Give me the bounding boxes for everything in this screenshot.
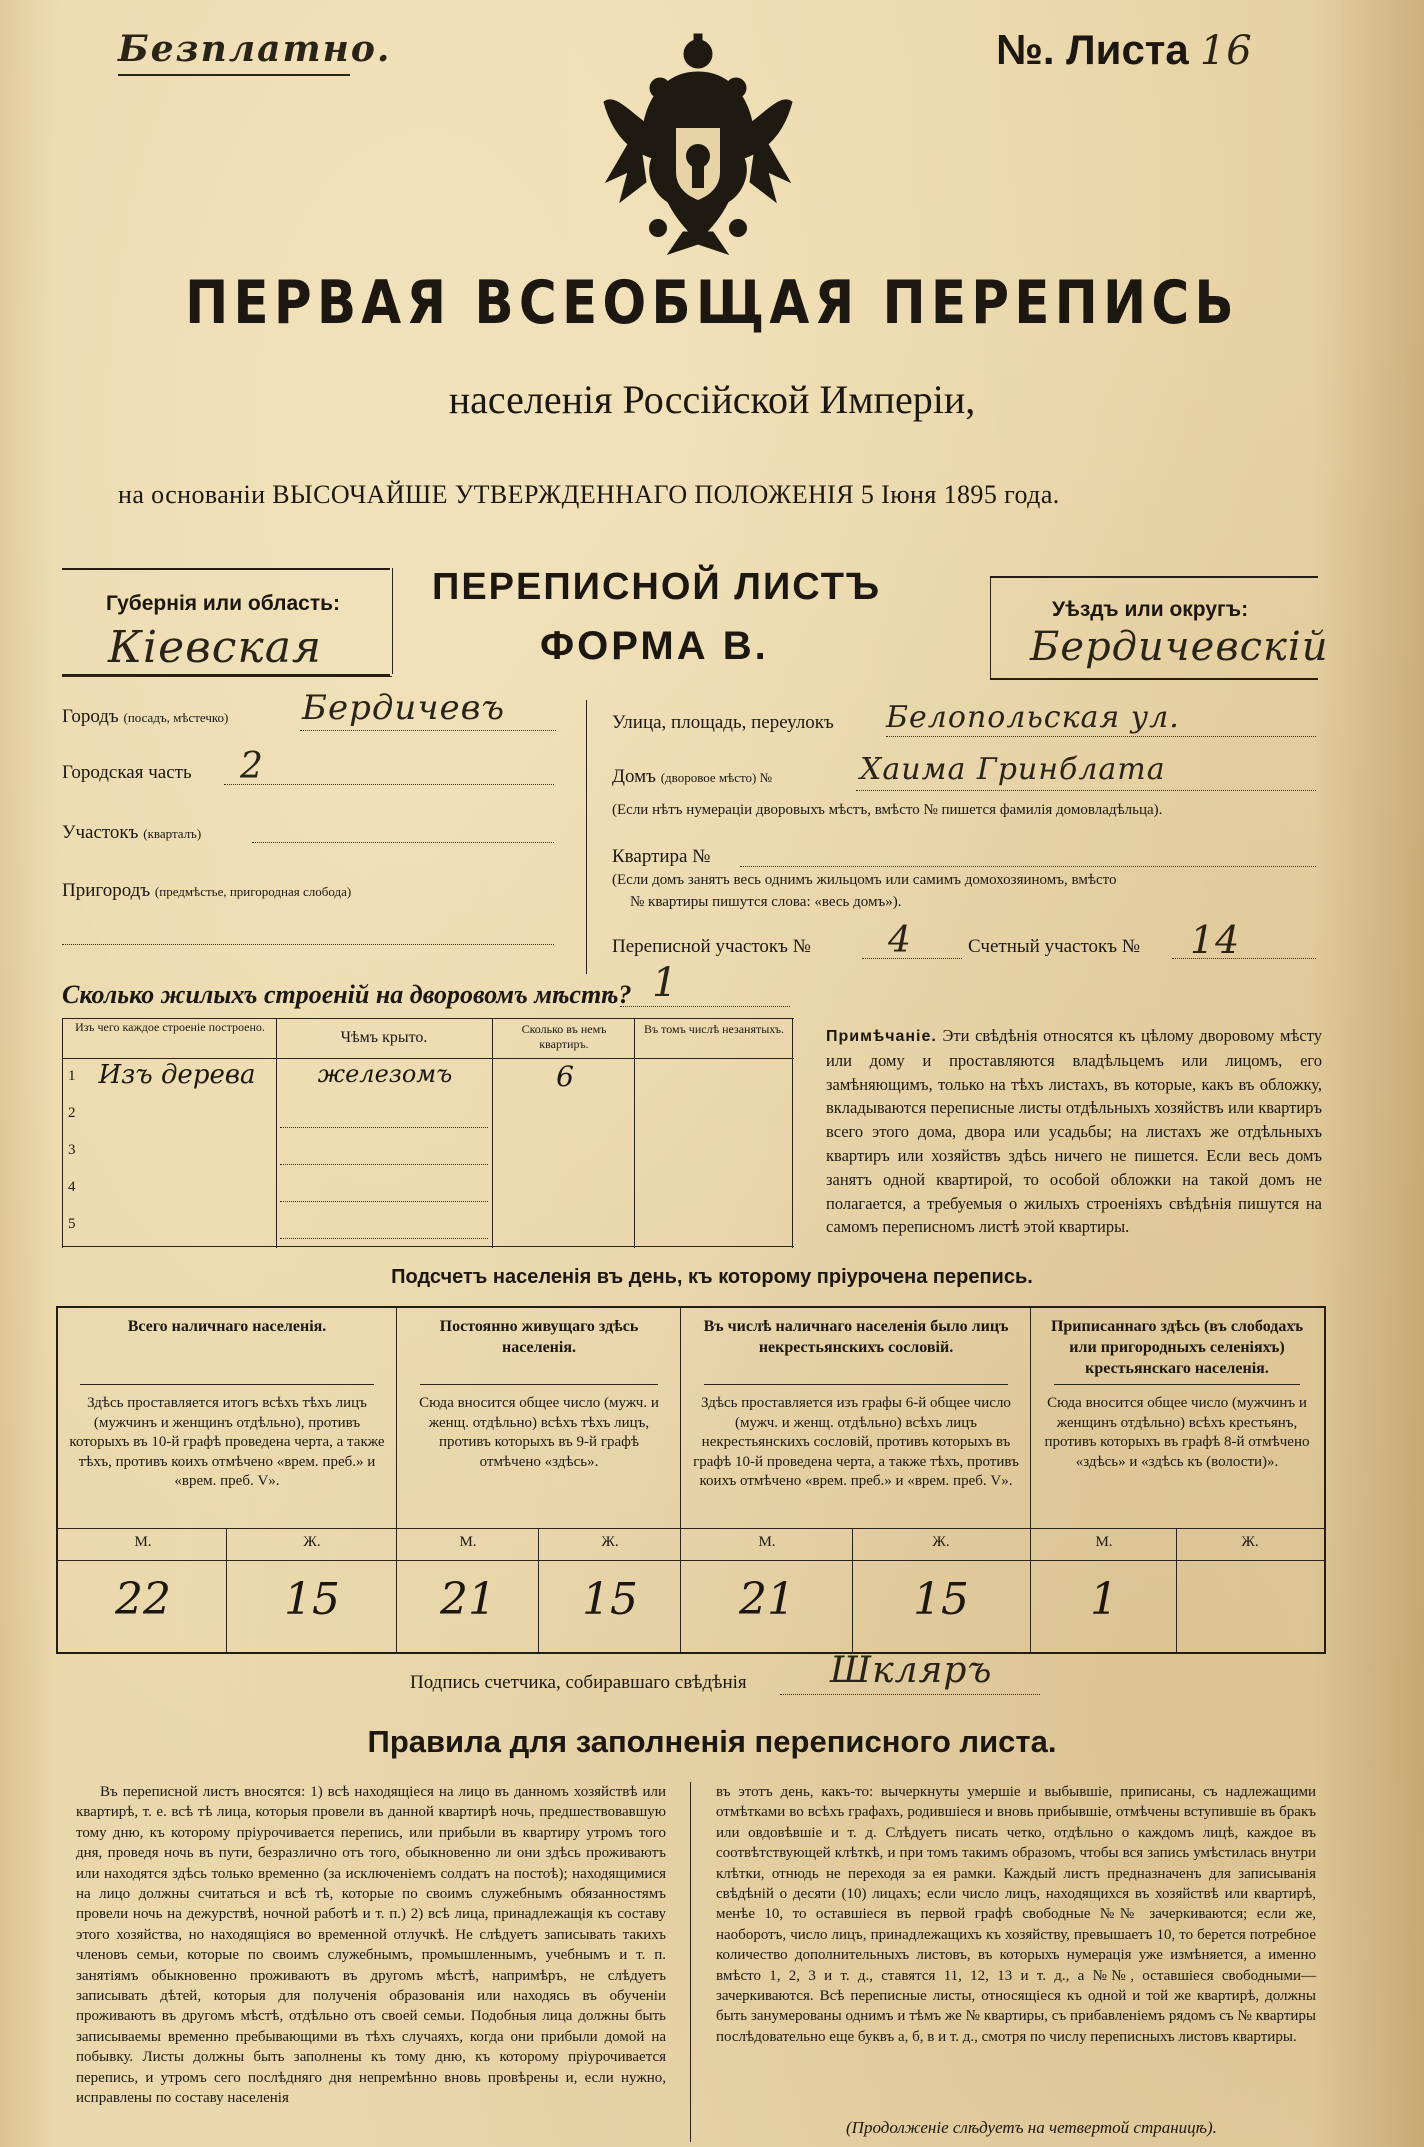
population-female-value: 15 [582, 1574, 638, 1625]
imperial-double-headed-eagle-icon [598, 32, 798, 257]
sheet-number-block [996, 26, 1253, 74]
sheet-number-label: №. Листа [996, 26, 1189, 73]
population-female-value: 15 [913, 1574, 969, 1625]
form-type: ФОРМА В. [540, 624, 769, 668]
city-value: Бердичевъ [302, 688, 506, 728]
buildings-col-vacant: Въ томъ числѣ незанятыхъ. [643, 1022, 785, 1036]
population-female-label: Ж. [1241, 1534, 1259, 1550]
street-value: Белопольская ул. [886, 700, 1180, 735]
building-row-apartments: 6 [556, 1060, 574, 1093]
population-female-label: Ж. [303, 1534, 321, 1550]
population-male-value: 22 [115, 1574, 171, 1625]
population-male-label: М. [1095, 1534, 1113, 1550]
free-label: Безплатно. [118, 28, 392, 70]
city-part-value: 2 [240, 746, 264, 787]
block-field [62, 822, 201, 844]
city-field [62, 706, 228, 728]
house-label: Домъ [612, 766, 656, 787]
buildings-col-roof: Чѣмъ крыто. [340, 1029, 428, 1046]
house-note: (Если нѣтъ нумераціи дворовыхъ мѣстъ, вмѣсто № пишется фамилія домовладѣльца). [612, 802, 1163, 818]
uezd-value: Бердичевскій [1030, 624, 1329, 670]
city-label: Городъ [62, 706, 119, 727]
apartment-note-2: № квартиры пишутся слова: «весь домъ»). [630, 894, 902, 910]
building-row-number: 5 [68, 1216, 76, 1232]
rules-continued: (Продолженіе слѣдуетъ на четвертой страницѣ). [846, 2118, 1217, 2137]
house-value: Хаима Гринблата [860, 752, 1166, 787]
population-female-label: Ж. [932, 1534, 950, 1550]
population-col-rule [704, 1384, 1008, 1385]
rules-title: Правила для заполненія переписного листа. [367, 1724, 1057, 1759]
signature-value: Шкляръ [830, 1650, 993, 1691]
census-area-value: 4 [888, 920, 912, 961]
building-row-rule [280, 1164, 488, 1165]
population-col-heading: Всего наличнаго населенія. [127, 1318, 327, 1335]
population-col-rule [1054, 1384, 1300, 1385]
count-area-value: 14 [1190, 918, 1241, 962]
rules-left-column: Въ переписной листъ вносятся: 1) всѣ находящіеся на лицо въ данномъ хозяйствѣ или квартирѣ, т. е. всѣ тѣ лица, которыя провели въ данной квартирѣ ночь, предшествовавшую тому дню, къ которому пріурочивается перепись, или прибыли въ квартиру утромъ того дня, проведя ночь въ пути, безразлично отъ того, обыкновенно ли они здѣсь проживаютъ или находятся здѣсь только временно (за исключеніемъ солдатъ на постоѣ); находящимися на лицо должны считаться и всѣ тѣ, которые по своимъ служебнымъ обязанностямъ провели ночь на дежурствѣ, ночной работѣ и т. п.) 2) всѣ лица, принадлежащія къ составу этого хозяйства, но находящіяся во временной отлучкѣ. Не слѣдуетъ записывать такихъ членовъ семьи, которые по своимъ служебнымъ, промышленнымъ, учебнымъ и т. п. занятіямъ обыкновенно проживаютъ въ другомъ мѣстѣ, напримѣръ, не слѣдуетъ записывать дѣтей, которыя для полученія образованія или находясь въ обученіи проживаютъ въ другомъ мѣстѣ, отдѣльно отъ своей семьи. Подобныя лица должны быть записываемы временно пребывающими въ тѣхъ случаяхъ, когда они прибыли домой на побывку. Листы должны быть заполнены къ тому дню, къ которому пріурочивается перепись, и утромъ сего послѣдняго дня непремѣнно вновь провѣрены и, если нужно, исправлены по составу населенія [76, 1784, 666, 2107]
city-part-label: Городская часть [62, 762, 192, 783]
building-row-number: 4 [68, 1179, 76, 1195]
gubernia-value: Кіевская [108, 622, 323, 673]
buildings-answer: 1 [652, 960, 679, 1006]
legal-basis: на основаніи ВЫСОЧАЙШЕ УТВЕРЖДЕННАГО ПОЛОЖЕНІЯ 5 Іюня 1895 года. [118, 480, 1060, 509]
population-male-label: М. [134, 1534, 152, 1550]
population-col-description: Здѣсь проставляется итогъ всѣхъ тѣхъ лицъ (мужчинъ и женщинъ отдѣльно), противъ которыхъ въ 10-й графѣ проведена черта, а также тѣхъ, противъ коихъ отмѣчено «врем. преб.» и «врем. преб. V». [69, 1395, 385, 1489]
population-col-rule [80, 1384, 374, 1385]
population-male-label: М. [459, 1534, 477, 1550]
block-label: Участокъ [62, 822, 139, 843]
population-col-heading: Въ числѣ наличнаго населенія было лицъ некрестьянскихъ сословій. [703, 1318, 1009, 1356]
suburb-label: Пригородъ [62, 880, 151, 901]
population-male-value: 21 [739, 1574, 795, 1625]
building-row-number: 3 [68, 1142, 76, 1158]
population-female-label: Ж. [601, 1534, 619, 1550]
gubernia-label: Губернія или область: [106, 592, 341, 615]
building-row-number: 2 [68, 1105, 76, 1121]
apartment-note-1: (Если домъ занятъ весь однимъ жильцомъ или самимъ домохозяиномъ, вмѣсто [612, 872, 1117, 888]
census-area-label: Переписной участокъ № [612, 936, 811, 957]
document-subtitle: населенія Россійской Имперіи, [448, 377, 976, 422]
free-underline [118, 74, 350, 76]
building-row-roof: железомъ [317, 1060, 453, 1088]
buildings-col-material: Изъ чего каждое строеніе построено. [75, 1020, 265, 1034]
population-col-description: Здѣсь проставляется изъ графы 6-й общее число (мужч. и женщ. отдѣльно) всѣхъ лицъ некрестьянскихъ сословій, противъ которыхъ въ графѣ 10-й проведена черта, а также тѣхъ, противъ коихъ отмѣчено «врем. преб.» и «врем. преб. V». [693, 1395, 1019, 1489]
building-row-rule [280, 1127, 488, 1128]
rules-right-column: въ этотъ день, какъ-то: вычеркнуты умершіе и выбывшіе, приписаны, съ надлежащими отмѣтками во всѣхъ графахъ, родившіеся и вновь прибывшіе, отмѣчены вступившіе въ бракъ или овдовѣвшіе и т. д. Слѣдуетъ писать четко, отдѣльно о каждомъ лицѣ, каждое въ соотвѣтствующей клѣткѣ, и при томъ такимъ образомъ, чтобы вся запись умѣстилась внутри клѣтки, отнюдь не переходя за ея рамки. Каждый листъ предназначенъ для записыванія свѣдѣній о десяти (10) лицахъ; если число лицъ, находящихся въ хозяйствѣ или квартирѣ, менѣе 10, то оставшіеся въ первой графѣ свободные №№ зачеркиваются; если же, наоборотъ, число лицъ, принадлежащихъ къ хозяйству, превышаетъ 10, то берется потребное количество дополнительныхъ листовъ, въ которыхъ нумерація уже измѣняется, а именно вмѣсто 1, 2, 3 и т. д., ставятся 11, 12, 13 и т. д., а №№, оставшіеся свободными—зачеркиваются. Всѣ переписные листы, относящіеся къ одной и той же квартирѣ, должны быть занумерованы однимъ и тѣмъ же № квартиры, съ прибавленіемъ рядомъ съ № квартиры послѣдовательно еще буквъ а, б, в и т. д., смотря по числу переписныхъ листовъ квартиры. [716, 1784, 1316, 2045]
suburb-field [62, 880, 351, 902]
population-male-value: 21 [440, 1574, 496, 1625]
building-row-number: 1 [68, 1068, 76, 1084]
population-female-value: 15 [284, 1574, 340, 1625]
building-row-rule [280, 1201, 488, 1202]
city-hint: (посадъ, мѣстечко) [123, 710, 229, 725]
uezd-label: Уѣздъ или округъ: [1052, 598, 1249, 621]
note-text: Эти свѣдѣнія относятся къ цѣлому дворовому мѣсту или дому и проставляются владѣльцемъ или лицомъ, его замѣняющимъ, только на тѣхъ листахъ, въ которые, какъ въ обложку, вкладываются переписные листы отдѣльныхъ хозяйствъ или квартиръ всего этого дома, двора или усадьбы; на листахъ же отдѣльныхъ квартиръ или хозяйствъ здѣсь ничего не пишется. Если весь домъ занятъ одной квартирой, то особой обложки на такой домъ не полагается, а требуемыя о жилыхъ строеніяхъ свѣдѣнія пишутся на самомъ переписномъ листѣ этой квартиры. [826, 1026, 1322, 1237]
document-title: ПЕРВАЯ ВСЕОБЩАЯ ПЕРЕПИСЬ [185, 268, 1239, 338]
form-name: ПЕРЕПИСНОЙ ЛИСТЪ [432, 566, 882, 608]
population-col-heading: Приписаннаго здѣсь (въ слободахъ или пригородныхъ селеніяхъ) крестьянскаго населенія. [1050, 1318, 1304, 1377]
population-title: Подсчетъ населенія въ день, къ которому пріурочена перепись. [391, 1266, 1033, 1288]
note-heading: Примѣчаніе. [826, 1028, 937, 1045]
building-row-material: Изъ дерева [98, 1060, 256, 1090]
population-col-description: Сюда вносится общее число (мужч. и женщ. отдѣльно) всѣхъ тѣхъ лицъ, противъ которыхъ въ 9-й графѣ отмѣчено «здѣсь». [419, 1395, 659, 1470]
population-male-label: М. [758, 1534, 776, 1550]
population-col-rule [420, 1384, 658, 1385]
apartment-label: Квартира № [612, 846, 711, 867]
building-row-rule [280, 1238, 488, 1239]
buildings-question: Сколько жилыхъ строеній на дворовомъ мѣстѣ? [62, 980, 632, 1009]
population-col-heading: Постоянно живущаго здѣсь населенія. [439, 1318, 639, 1356]
note-block [826, 1024, 1322, 1239]
buildings-col-apartments: Сколько въ немъ квартиръ. [521, 1022, 607, 1051]
house-hint: (дворовое мѣсто) № [660, 770, 772, 785]
street-label: Улица, площадь, переулокъ [612, 712, 834, 733]
signature-label: Подпись счетчика, собиравшаго свѣдѣнія [410, 1672, 747, 1693]
suburb-hint: (предмѣстье, пригородная слобода) [154, 884, 352, 899]
house-field [612, 766, 772, 788]
population-male-value: 1 [1090, 1574, 1118, 1625]
count-area-label: Счетный участокъ № [968, 936, 1140, 957]
block-hint: (кварталъ) [143, 826, 202, 841]
sheet-number-value: 16 [1199, 28, 1253, 74]
population-col-description: Сюда вносится общее число (мужчинъ и женщинъ отдѣльно) всѣхъ крестьянъ, противъ которыхъ въ графѣ 8-й отмѣчено «здѣсь» и «здѣсь къ (волости)». [1044, 1395, 1310, 1470]
